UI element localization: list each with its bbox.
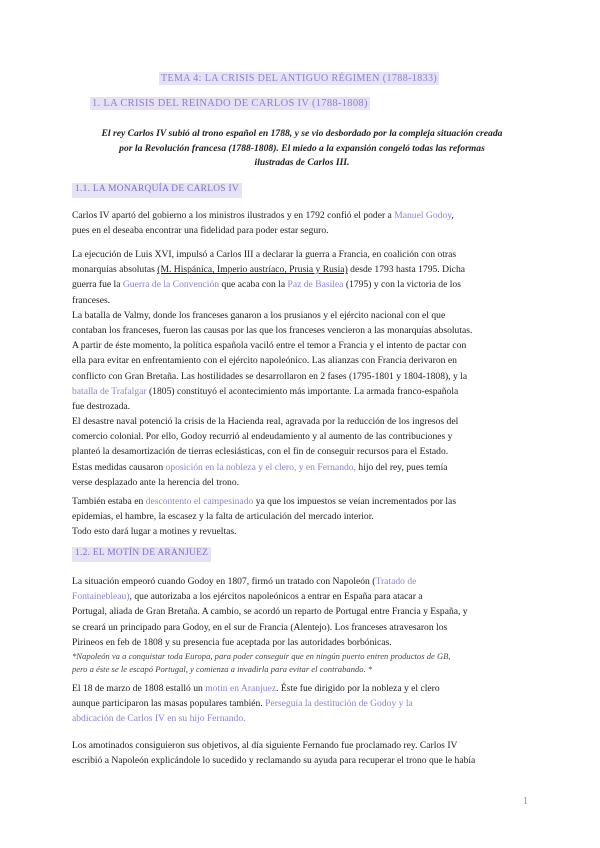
text: epidemias, el hambre, la escasez y la falta de articulación del mercado interior. xyxy=(72,511,374,523)
text: (1805) constituyó el acontecimiento más importante. La armada franco-española xyxy=(146,385,459,397)
text: El desastre naval potenció la crisis de la Hacienda real, agravada por la reducción de los ingresos del xyxy=(72,416,459,427)
intro-line: por la Revolución francesa (1788-1808). El miedo a la expansión congeló todas las reformas xyxy=(119,142,485,154)
text: que acaba con la xyxy=(219,279,288,291)
highlight-term: Perseguía la destitución de Godoy y la xyxy=(265,698,413,710)
text: pues en el deseaba encontrar una fidelidad para poder estar seguro. xyxy=(72,225,329,237)
subsection-heading-1-1: 1.1. LA MONARQUÍA DE CARLOS IV xyxy=(72,183,242,198)
paragraph-fontainebleau xyxy=(72,574,524,676)
text: . Éste fue dirigido por la nobleza y el clero xyxy=(276,683,440,694)
text: aunque participaron las masas populares también. xyxy=(72,698,266,710)
intro-paragraph xyxy=(72,127,532,171)
text: Todo esto dará lugar a motines y revueltas. xyxy=(72,526,237,538)
intro-line: El rey Carlos IV subió al trono español en 1788, y se vio desbordado por la compleja situación creada xyxy=(101,128,503,139)
highlight-term: oposición en la nobleza y el clero, y en Fernando, xyxy=(165,461,356,473)
text: comercio colonial. Por ello, Godoy recurrió al endeudamiento y al aumento de las contribuciones y xyxy=(72,431,453,443)
intro-line: ilustradas de Carlos III. xyxy=(254,157,350,168)
highlight-term: Manuel Godoy xyxy=(394,210,452,221)
text: hijo del rey, pues temía xyxy=(356,461,448,473)
footnote-line: pero a éste se le escapó Portugal, y comienza a invadirla para evitar el contrabando. * xyxy=(72,664,373,675)
text: Portugal, aliada de Gran Bretaña. A cambio, se acordó un reparto de Portugal entre Francia y España, y xyxy=(72,606,468,618)
text: También estaba en xyxy=(72,496,146,507)
text: El 18 de marzo de 1808 estalló un xyxy=(72,683,206,694)
section-heading: 1. LA CRISIS DEL REINADO DE CARLOS IV (1788-1808) xyxy=(92,98,368,109)
text: se creará un principado para Godoy, en el sur de Francia (Alentejo). Los franceses atravesaron los xyxy=(72,621,448,633)
highlight-term: Guerra de la Convención xyxy=(122,279,220,291)
highlight-term: Tratado de xyxy=(375,576,417,587)
text: ella para evitar en enfrentamiento con el ejército napoleónico. Las alianzas con Francia derivaron en xyxy=(72,355,457,367)
text: Pirineos en feb de 1808 y su presencia fue aceptada por las autoridades borbónicas. xyxy=(72,636,392,648)
paragraph-campesinado xyxy=(72,494,524,540)
text: , xyxy=(451,210,454,221)
highlight-term: batalla de Trafalgar xyxy=(72,385,147,397)
text: Carlos IV apartó del gobierno a los ministros ilustrados y en 1792 confió el poder a xyxy=(72,210,395,221)
text: escribió a Napoleón explicándole lo sucedido y reclamando su ayuda para recuperar el trono que le había xyxy=(72,755,476,767)
paragraph-amotinados xyxy=(72,738,524,768)
paragraph-war-france xyxy=(72,247,524,414)
text: guerra fue la xyxy=(72,279,123,291)
underlined-term: (M. Hispánica, Imperio austríaco, Prusia y Rusia) xyxy=(157,264,348,276)
paragraph-godoy xyxy=(72,208,524,238)
highlight-term: abdicación de Carlos IV en su hijo Fernando. xyxy=(72,713,246,725)
text: La batalla de Valmy, donde los franceses ganaron a los prusianos y el ejército nacional con el que xyxy=(72,309,446,321)
text: verse desplazado ante la herencia del trono. xyxy=(72,476,240,488)
page-number: 1 xyxy=(523,796,528,807)
text: A partir de éste momento, la política española vaciló entre el temor a Francia y el intento de pactar con xyxy=(72,340,467,352)
footnote-line: *Napoleón va a conquistar toda Europa, para poder conseguir que en ningún puerto entren productos de GB, xyxy=(72,651,451,662)
text: Los amotinados consiguieron sus objetivos, al día siguiente Fernando fue proclamado rey. Carlos IV xyxy=(72,740,458,751)
text: ya que los impuestos se veían incrementados por las xyxy=(253,496,457,507)
text: monarquías absolutas xyxy=(72,264,158,276)
highlight-term: descontento el campesinado xyxy=(145,496,254,507)
highlight-term: Paz de Basilea xyxy=(287,279,344,291)
paragraph-motin xyxy=(72,681,524,727)
text: La situación empeoró cuando Godoy en 1807, firmó un tratado con Napoleón ( xyxy=(72,576,376,587)
text: fue destrozada. xyxy=(72,401,131,413)
text: contaban los franceses, fueron las causas por las que los franceses vencieron a las monarquías absolutas. xyxy=(72,325,473,337)
highlight-term: Fontainebleau) xyxy=(72,591,130,603)
subsection-heading-1-2: 1.2. EL MOTÍN DE ARANJUEZ xyxy=(72,547,211,562)
text: desde 1793 hasta 1795. Dicha xyxy=(347,264,465,276)
text: La ejecución de Luis XVI, impulsó a Carlos III a declarar la guerra a Francia, en coalición con otras xyxy=(72,249,457,260)
document-title: TEMA 4: LA CRISIS DEL ANTIGUO RÉGIMEN (1788-1833) xyxy=(161,73,438,84)
text: (1795) y con la victoria de los xyxy=(343,279,461,291)
text: conflicto con Gran Bretaña. Las hostilidades se desarrollaron en 2 fases (1795-1801 y 1804-1808), y la xyxy=(72,370,468,382)
text: , que autorizaba a los ejércitos napoleónicos a entrar en España para atacar a xyxy=(129,591,423,603)
highlight-term: motín en Aranjuez xyxy=(205,683,277,694)
text: franceses. xyxy=(72,294,111,306)
text: Estas medidas causaron xyxy=(72,461,166,473)
paragraph-hacienda xyxy=(72,414,524,490)
text: planteó la desamortización de tierras eclesiásticas, con el fin de conseguir recursos para el Estado. xyxy=(72,446,449,458)
